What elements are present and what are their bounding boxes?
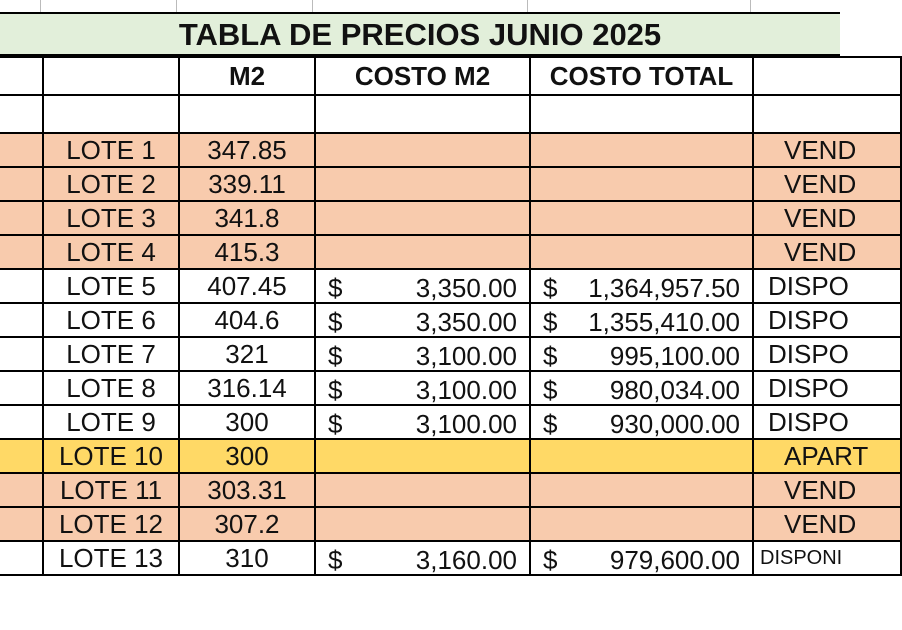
area-m2-cell: 341.8 <box>179 201 315 235</box>
table-row <box>0 371 901 405</box>
currency-symbol: $ <box>328 545 343 575</box>
row-edge-cell <box>0 133 43 167</box>
cost-per-m2-cell <box>315 337 530 371</box>
cost-per-m2-cell <box>315 303 530 337</box>
cost-per-m2-cell <box>315 507 530 541</box>
row-edge-cell <box>0 439 43 473</box>
status-cell: VEND <box>753 235 901 269</box>
cost-per-m2-value: 3,100.00 <box>415 341 517 371</box>
total-cost-cell <box>530 507 753 541</box>
status-cell: VEND <box>753 507 901 541</box>
currency-symbol: $ <box>328 409 343 439</box>
currency-symbol: $ <box>543 375 558 405</box>
spacer-cell <box>43 95 179 133</box>
row-edge-cell <box>0 337 43 371</box>
status-cell: DISPONI <box>753 541 901 575</box>
spacer-row <box>0 95 901 133</box>
table-row <box>0 541 901 575</box>
lot-name-cell: LOTE 9 <box>43 405 179 439</box>
cost-per-m2-cell <box>315 201 530 235</box>
total-cost-cell <box>530 303 753 337</box>
currency-symbol: $ <box>328 307 343 337</box>
table-row <box>0 303 901 337</box>
cost-per-m2-cell <box>315 473 530 507</box>
header-cell-status <box>753 57 901 95</box>
status-cell: DISPO <box>753 337 901 371</box>
table-row <box>0 133 901 167</box>
table-row <box>0 507 901 541</box>
total-cost-value: 930,000.00 <box>609 409 740 439</box>
table-row <box>0 473 901 507</box>
cost-per-m2-value: 3,100.00 <box>415 375 517 405</box>
row-edge-cell <box>0 473 43 507</box>
total-cost-value: 1,364,957.50 <box>588 273 740 303</box>
status-cell: DISPO <box>753 371 901 405</box>
spacer-cell <box>315 95 530 133</box>
status-cell: DISPO <box>753 405 901 439</box>
total-cost-cell <box>530 337 753 371</box>
area-m2-cell: 404.6 <box>179 303 315 337</box>
cost-per-m2-cell <box>315 167 530 201</box>
currency-symbol: $ <box>543 273 558 303</box>
currency-symbol: $ <box>328 375 343 405</box>
cost-per-m2-cell <box>315 133 530 167</box>
total-cost-value: 1,355,410.00 <box>588 307 740 337</box>
area-m2-cell: 310 <box>179 541 315 575</box>
top-partial-row <box>0 0 840 12</box>
area-m2-cell: 316.14 <box>179 371 315 405</box>
currency-symbol: $ <box>543 307 558 337</box>
status-cell: APART <box>753 439 901 473</box>
row-edge-cell <box>0 303 43 337</box>
title-row <box>0 12 840 56</box>
lot-name-cell: LOTE 4 <box>43 235 179 269</box>
spacer-cell <box>530 95 753 133</box>
cost-per-m2-cell <box>315 371 530 405</box>
currency-symbol: $ <box>328 273 343 303</box>
area-m2-cell: 339.11 <box>179 167 315 201</box>
currency-symbol: $ <box>543 545 558 575</box>
cost-per-m2-value: 3,160.00 <box>415 545 517 575</box>
cost-per-m2-cell <box>315 269 530 303</box>
total-cost-cell <box>530 371 753 405</box>
table-row <box>0 201 901 235</box>
area-m2-cell: 321 <box>179 337 315 371</box>
table-row <box>0 405 901 439</box>
status-cell: VEND <box>753 133 901 167</box>
total-cost-cell <box>530 167 753 201</box>
row-edge-cell <box>0 507 43 541</box>
header-costo-total: COSTO TOTAL <box>530 57 753 95</box>
cost-per-m2-value: 3,100.00 <box>415 409 517 439</box>
total-cost-cell <box>530 541 753 575</box>
lot-name-cell: LOTE 10 <box>43 439 179 473</box>
table-row <box>0 439 901 473</box>
header-costo-m2: COSTO M2 <box>315 57 530 95</box>
price-table <box>0 56 902 576</box>
total-cost-value: 995,100.00 <box>609 341 740 371</box>
cost-per-m2-cell <box>315 405 530 439</box>
lot-name-cell: LOTE 8 <box>43 371 179 405</box>
total-cost-value: 979,600.00 <box>609 545 740 575</box>
lot-name-cell: LOTE 13 <box>43 541 179 575</box>
row-edge-cell <box>0 269 43 303</box>
row-edge-cell <box>0 371 43 405</box>
lot-name-cell: LOTE 6 <box>43 303 179 337</box>
status-cell: DISPO <box>753 269 901 303</box>
currency-symbol: $ <box>328 341 343 371</box>
row-edge-cell <box>0 167 43 201</box>
currency-symbol: $ <box>543 409 558 439</box>
lot-name-cell: LOTE 7 <box>43 337 179 371</box>
row-edge-cell <box>0 201 43 235</box>
table-row <box>0 269 901 303</box>
total-cost-cell <box>530 235 753 269</box>
currency-symbol: $ <box>543 341 558 371</box>
total-cost-cell <box>530 133 753 167</box>
header-row <box>0 57 901 95</box>
total-cost-cell <box>530 201 753 235</box>
status-cell: VEND <box>753 473 901 507</box>
total-cost-cell <box>530 473 753 507</box>
spacer-cell <box>0 95 43 133</box>
lot-name-cell: LOTE 12 <box>43 507 179 541</box>
table-row <box>0 337 901 371</box>
spacer-cell <box>753 95 901 133</box>
status-cell: DISPO <box>753 303 901 337</box>
lot-name-cell: LOTE 2 <box>43 167 179 201</box>
row-edge-cell <box>0 541 43 575</box>
total-cost-value: 980,034.00 <box>609 375 740 405</box>
area-m2-cell: 415.3 <box>179 235 315 269</box>
cost-per-m2-cell <box>315 541 530 575</box>
header-m2: M2 <box>179 57 315 95</box>
area-m2-cell: 300 <box>179 439 315 473</box>
table-row <box>0 167 901 201</box>
area-m2-cell: 307.2 <box>179 507 315 541</box>
header-cell-empty <box>0 57 43 95</box>
table-title: TABLA DE PRECIOS JUNIO 2025 <box>178 17 662 52</box>
status-cell: VEND <box>753 167 901 201</box>
cost-per-m2-value: 3,350.00 <box>415 273 517 303</box>
header-cell-lot <box>43 57 179 95</box>
status-cell: VEND <box>753 201 901 235</box>
area-m2-cell: 347.85 <box>179 133 315 167</box>
spacer-cell <box>179 95 315 133</box>
cost-per-m2-cell <box>315 235 530 269</box>
total-cost-cell <box>530 405 753 439</box>
cost-per-m2-cell <box>315 439 530 473</box>
lot-name-cell: LOTE 3 <box>43 201 179 235</box>
row-edge-cell <box>0 235 43 269</box>
lot-name-cell: LOTE 5 <box>43 269 179 303</box>
row-edge-cell <box>0 405 43 439</box>
area-m2-cell: 303.31 <box>179 473 315 507</box>
lot-name-cell: LOTE 11 <box>43 473 179 507</box>
total-cost-cell <box>530 439 753 473</box>
lot-name-cell: LOTE 1 <box>43 133 179 167</box>
cost-per-m2-value: 3,350.00 <box>415 307 517 337</box>
total-cost-cell <box>530 269 753 303</box>
table-row <box>0 235 901 269</box>
area-m2-cell: 407.45 <box>179 269 315 303</box>
area-m2-cell: 300 <box>179 405 315 439</box>
